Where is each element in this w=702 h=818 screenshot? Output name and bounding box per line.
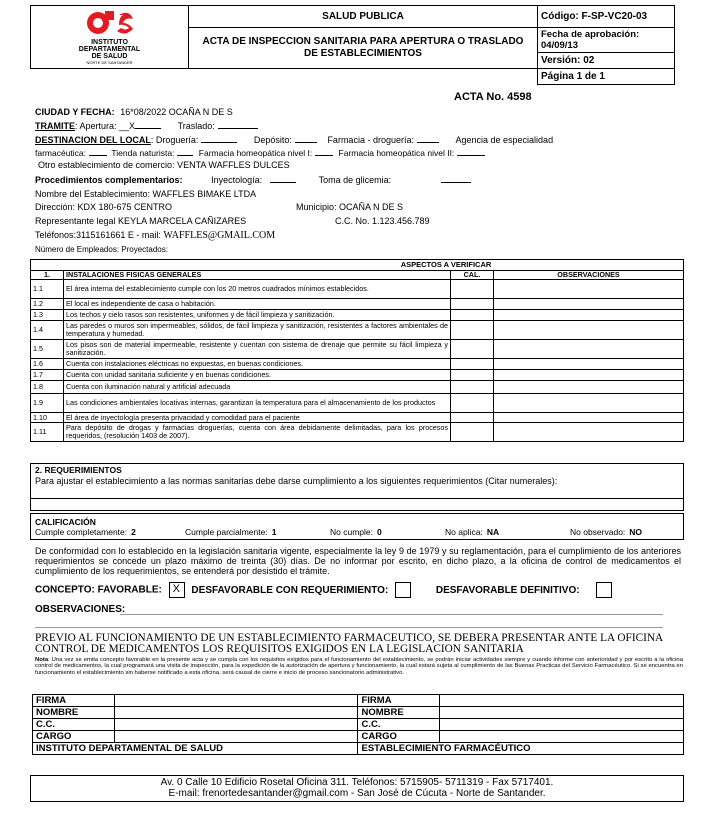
telefonos[interactable]: Teléfonos:3115161661 E - mail: [35,230,164,240]
deposito-label: Depósito: [253,135,292,145]
grid-header-instalaciones: INSTALACIONES FISICAS GENERALES [64,271,451,280]
footer-address: Av. 0 Calle 10 Edificio Rosetal Oficina 311. Teléfonos: 5715905- 5711319 - Fax 5717401. [160,777,554,788]
calificacion-value: 0 [377,527,382,537]
item-cal-field[interactable] [451,321,494,340]
destinacion-label: DESTINACION DEL LOCAL [35,135,151,145]
item-text: Cuenta con unidad sanitaria suficiente y en buenas condiciones. [64,370,451,381]
item-obs-field[interactable] [494,413,684,423]
signature-table [32,694,684,755]
item-cal-field[interactable] [451,413,494,423]
item-number: 1.5 [31,340,64,359]
item-text: Los pisos son de material impermeable, resistente y cuentan con sistema de drenaje que permite su fácil limpieza y sanitización. [64,340,451,359]
footer-email: E-mail: frenortedesantander@gmail.com - San José de Cúcuta - Norte de Santander. [168,788,546,799]
calificacion-item [445,527,499,537]
item-obs-field[interactable] [494,381,684,394]
nota-label: Nota [35,657,49,663]
farmaceutica-label: farmacéutica: [35,148,87,158]
sign-left-field[interactable] [114,707,358,719]
observaciones-label: OBSERVACIONES: [35,604,126,615]
item-cal-field[interactable] [451,359,494,370]
homeo2-field[interactable] [457,147,485,156]
sign-right-footer: ESTABLECIMIENTO FARMACÉUTICO [358,743,684,755]
table-row [31,381,684,394]
traslado-label: Traslado: [177,121,215,131]
doc-title: ACTA DE INSPECCION SANITARIA PARA APERTURA O TRASLADO DE ESTABLECIMIENTOS [189,28,538,69]
calificacion-value: 1 [271,527,277,537]
item-cal-field[interactable] [451,423,494,442]
contact-row [35,230,275,241]
municipio[interactable]: Municipio: OCAÑA N DE S [296,202,404,212]
acta-number: ACTA No. 4598 [454,91,532,103]
item-cal-field[interactable] [451,299,494,310]
item-text: Las condiciones ambientales locativas internas, garantizan la temperatura para el almacenamiento de los productos [64,394,451,413]
grid-header-num: 1. [31,271,64,280]
grid-header-cal: CAL. [451,271,494,280]
inyectologia-field[interactable] [270,174,296,183]
item-obs-field[interactable] [494,280,684,299]
tramite-row [35,120,258,131]
sign-right-label: CARGO [358,731,440,743]
city-date-label: CIUDAD Y FECHA: [35,107,115,117]
item-obs-field[interactable] [494,423,684,442]
approval-date: Fecha de aprobación: 04/09/13 [538,28,675,53]
calificacion-value: NO [629,527,643,537]
item-text: Cuenta con iluminación natural y artificial adecuada [64,381,451,394]
logo-cell [31,6,189,69]
logo-text-2: DEPARTAMENTAL [78,46,141,53]
institute-logo-icon [83,9,137,37]
favorable-checkbox[interactable] [169,582,185,598]
grid-header-obs: OBSERVACIONES [494,271,684,280]
destinacion-row-2 [35,147,485,158]
favorable-mark: X [172,583,180,595]
table-row [31,423,684,442]
doc-code: Código: F-SP-VC20-03 [538,6,675,28]
destinacion-row-1 [35,134,553,145]
farmacia-drogueria-label: Farmacia - droguería: [327,135,414,145]
city-date-value[interactable]: 16*08/2022 OCAÑA N DE S [120,107,233,117]
apertura-value[interactable]: X [129,121,136,131]
calificacion-title: CALIFICACIÓN [35,517,96,527]
item-number: 1.10 [31,413,64,423]
aspectos-title: ASPECTOS A VERIFICAR [31,260,684,271]
sign-right-field[interactable] [440,731,684,743]
desfavorable-req-checkbox[interactable] [395,582,411,598]
sign-left-label: NOMBRE [33,707,115,719]
item-cal-field[interactable] [451,280,494,299]
sign-right-label: C.C. [358,719,440,731]
item-number: 1.6 [31,359,64,370]
tienda-field[interactable] [177,147,193,156]
table-row [31,413,684,423]
farmacia-drogueria-field[interactable] [417,134,439,143]
glicemia-field[interactable] [441,174,471,183]
item-number: 1.4 [31,321,64,340]
sign-left-label: CARGO [33,731,115,743]
item-text: El local es independiente de casa o habitación. [64,299,451,310]
calificacion-label: No cumple: [330,527,373,537]
sign-left-field[interactable] [114,731,358,743]
drogueria-field[interactable] [201,134,237,143]
calificacion-item [330,527,382,537]
homeo1-label: Farmacia homeopática nivel I: [198,148,313,158]
deposito-field[interactable] [295,134,317,143]
item-obs-field[interactable] [494,299,684,310]
calificacion-label: No observado: [570,527,626,537]
sign-left-field[interactable] [114,719,358,731]
signature-row [33,731,684,743]
nota-text: : Una vez se emita concepto favorable en la presente acta y se cumpla con los requisitos exigidos para el funcionamiento del establecimiento, se podrán iniciar actividades siempre y cuando informe con anterioridad y por escrito a la oficina control de medicamentos, la cual programará una visita de inspección, para la expedición de la autorización de apertura y funcionamiento, la cual estará sujeta al cumplimiento de las Buenas Practicas del Servicio Farmacéutico. Si se encuentra en funcionamiento el establecimiento sin haberse notificado a esta oficina, será causal de cierre e inicio de proceso sancionatorio administrativo. [35,657,683,676]
item-text: El área interna del establecimiento cumple con los 20 metros cuadrados mínimos establecidos. [64,280,451,299]
calificacion-label: Cumple parcialmente: [185,527,268,537]
item-number: 1.1 [31,280,64,299]
inyectologia-label: Inyectología: [211,175,263,185]
cedula[interactable]: C.C. No. 1.123.456.789 [335,216,430,226]
item-obs-field[interactable] [494,394,684,413]
calificacion-value: 2 [131,527,136,537]
direccion[interactable]: Dirección: KDX 180-675 CENTRO [35,202,173,212]
item-text: Cuenta con instalaciones eléctricas no expuestas, en buenas condiciones. [64,359,451,370]
logo-text-4: NORTE DE SANTANDER [86,60,133,65]
otro-establecimiento[interactable]: Otro establecimiento de comercio: VENTA WAFFLES DULCES [38,160,290,170]
sign-right-field[interactable] [440,707,684,719]
requerimientos-field[interactable] [31,499,684,511]
previo-text: PREVIO AL FUNCIONAMIENTO DE UN ESTABLECIMIENTO FARMACEUTICO, SE DEBERA PRESENTAR ANTE LA OFICINA CONTROL DE MEDICAMENTOS LOS REQUISITOS EXIGIDOS EN LA LEGISLACION SANITARIA [35,632,663,655]
tienda-label: Tienda naturista: [111,148,175,158]
page-footer [30,775,684,802]
procedimientos-label: Procedimientos complementarios: [35,175,183,185]
nota-paragraph [35,657,683,676]
desfavorable-def-label: DESFAVORABLE DEFINITIVO: [435,584,580,596]
procedimientos-row [35,174,471,185]
item-cal-field[interactable] [451,381,494,394]
agencia-label: Agencia de especialidad [455,135,554,145]
item-obs-field[interactable] [494,310,684,321]
agencia-field[interactable] [89,147,107,156]
desfavorable-def-checkbox[interactable] [596,582,612,598]
requerimientos-table [30,463,684,511]
sign-left-footer: INSTITUTO DEPARTAMENTAL DE SALUD [33,743,358,755]
item-cal-field[interactable] [451,394,494,413]
page-number: Página 1 de 1 [538,69,675,85]
drogueria-label: : Droguería: [150,135,199,145]
signature-row [33,695,684,707]
nombre-establecimiento[interactable]: Nombre del Establecimiento: WAFFLES BIMAKE LTDA [35,189,257,199]
org-title: SALUD PUBLICA [189,6,538,28]
item-cal-field[interactable] [451,340,494,359]
table-row [31,321,684,340]
empleados[interactable]: Número de Empleados: Proyectados: [35,245,168,254]
item-number: 1.11 [31,423,64,442]
table-row [31,370,684,381]
item-text: Los techos y cielo rasos son resistentes, uniformes y de fácil limpieza y sanitización. [64,310,451,321]
calificacion-label: Cumple completamente: [35,527,128,537]
table-row [31,280,684,299]
item-number: 1.8 [31,381,64,394]
sign-right-field[interactable] [440,695,684,707]
item-text: Para depósito de drogas y farmacias droguerías, cuenta con área debidamente delimitadas, para los procesos requeridos, (resolución 1403 de 2007). [64,423,451,442]
desfavorable-req-label: DESFAVORABLE CON REQUERIMIENTO: [191,584,389,596]
sign-right-label: NOMBRE [358,707,440,719]
item-obs-field[interactable] [494,321,684,340]
item-number: 1.9 [31,394,64,413]
item-obs-field[interactable] [494,370,684,381]
observaciones-row [35,604,125,615]
concepto-row [35,582,612,598]
item-number: 1.2 [31,299,64,310]
observaciones-line[interactable] [120,614,663,615]
apertura-label: : Apertura: __ [75,121,130,131]
email[interactable]: WAFFLES@GMAIL.COM [163,230,276,241]
item-cal-field[interactable] [451,310,494,321]
representante[interactable]: Representante legal KEYLA MARCELA CAÑIZARES [35,216,247,226]
conformidad-text: De conformidad con lo establecido en la legislación sanitaria vigente, especialmente la ley 9 de 1979 y su reglamentación, para el cumplimiento de los anteriores requerimientos se concede un plazo máximo de treinta (30) días. De no informar por escrito, en dicho plazo, a la oficina de control de medicamentos el cumplimiento de los requerimientos, se entenderá por desistido el trámite. [35,546,681,576]
requerimientos-text: Para ajustar el establecimiento a las normas sanitarias debe darse cumplimiento a los siguientes requerimientos (Citar numerales): [31,476,684,499]
homeo1-field[interactable] [315,147,333,156]
logo-text-1: INSTITUTO [91,39,128,46]
requerimientos-title: 2. REQUERIMIENTOS [31,464,684,477]
sign-left-label: FIRMA [33,695,115,707]
item-text: El área de inyectología presenta privacidad y comodidad para el paciente [64,413,451,423]
calificacion-item [35,527,136,537]
tramite-label: TRAMITE [35,121,75,131]
doc-version: Versión: 02 [538,53,675,69]
homeo2-label: Farmacia homeopática nivel II: [338,148,455,158]
calificacion-item [185,527,276,537]
table-row [31,394,684,413]
item-number: 1.7 [31,370,64,381]
item-obs-field[interactable] [494,340,684,359]
table-row [31,299,684,310]
sign-right-field[interactable] [440,719,684,731]
traslado-field[interactable] [218,120,258,129]
table-row [31,340,684,359]
logo-text-3: DE SALUD [91,53,128,60]
concepto-label: CONCEPTO: FAVORABLE: [35,584,162,596]
city-date-row [35,107,233,117]
item-cal-field[interactable] [451,370,494,381]
item-obs-field[interactable] [494,359,684,370]
document-header [30,5,675,85]
calificacion-value: NA [486,527,500,537]
sign-left-label: C.C. [33,719,115,731]
item-number: 1.3 [31,310,64,321]
signature-row [33,707,684,719]
table-row [31,310,684,321]
glicemia-label: Toma de glicemia: [318,175,392,185]
calificacion-item [570,527,642,537]
sign-right-label: FIRMA [358,695,440,707]
aspectos-table [30,259,684,442]
signature-row [33,719,684,731]
calificacion-box [30,513,684,540]
observaciones-line-2[interactable] [35,627,663,628]
item-text: Las paredes o muros son impermeables, sólidos, de fácil limpieza y sanitización, resistentes a factores ambientales de temperatura y humedad. [64,321,451,340]
table-row [31,359,684,370]
calificacion-label: No aplica: [445,527,483,537]
sign-left-field[interactable] [114,695,358,707]
